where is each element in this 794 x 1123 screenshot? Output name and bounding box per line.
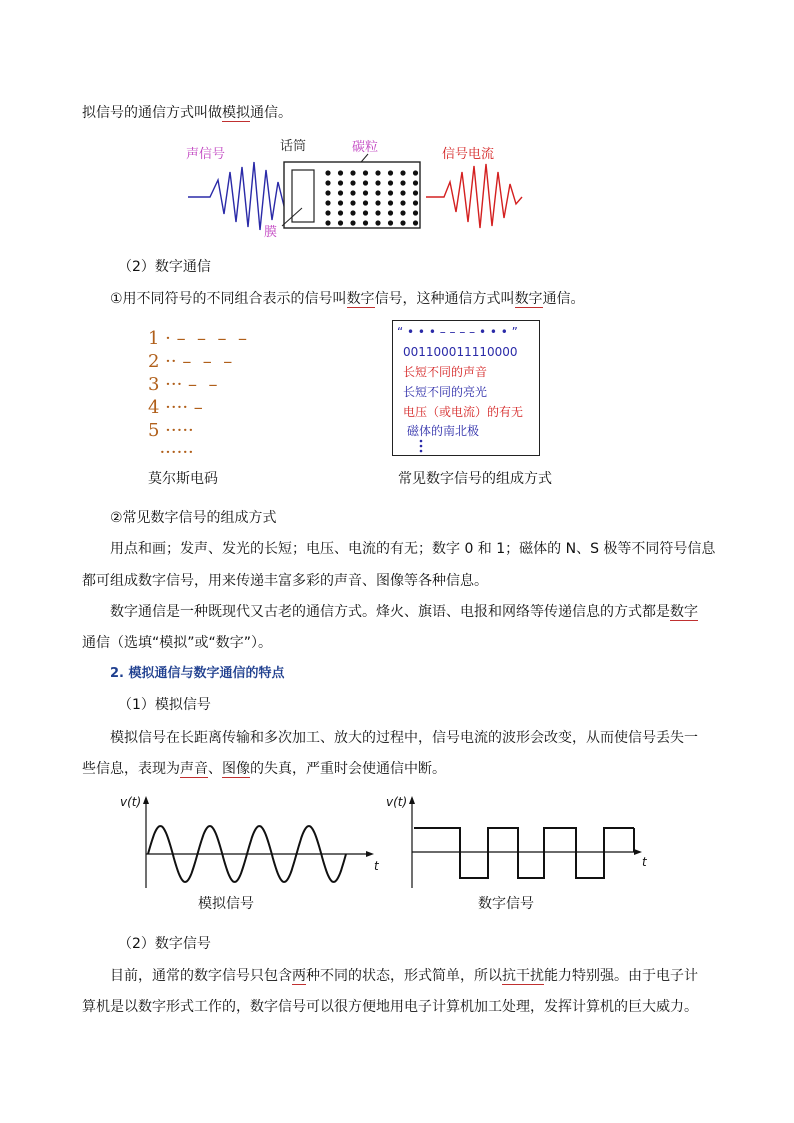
digital-signal-graph [384,790,654,894]
carbon-granule [363,220,368,225]
digital-line-1-suffix: 能力特别强。由于电子计 [544,968,698,984]
analog-line-2-suffix: 的失真，严重时会使通信中断。 [250,761,446,777]
current-label: 信号电流 [442,147,495,162]
definition-answer-1: 数字 [346,291,375,307]
carbon-granule [375,180,380,185]
digital-definition [110,290,585,308]
carbon-granule [350,200,355,205]
composition-line-1: 用点和画；发声、发光的长短；电压、电流的有无；数字 0 和 1；磁体的 N、S 极等不同符号信息 [110,541,716,557]
carbon-granule [388,210,393,215]
carbon-granule [325,180,330,185]
history-prefix: 数字通信是一种既现代又古老的通信方式。烽火、旗语、电报和网络等传递信息的方式都是 [110,604,670,620]
morse-line-2: 2 ·· – – – [148,351,233,372]
intro-suffix: 通信。 [250,105,292,121]
current-wave [426,164,522,228]
carbon-granule [400,190,405,195]
analog-line-2-prefix: 些信息，表现为 [82,761,180,777]
carbon-granule [350,210,355,215]
carbon-granule [338,190,343,195]
definition-suffix: 通信。 [542,291,585,307]
carbon-granule [413,190,418,195]
history-answer: 数字 [670,604,698,620]
analog-answer-1: 声音 [180,761,208,777]
morse-line-6: ······ [148,442,194,463]
carbon-granule [388,180,393,185]
analog-line-2 [82,760,446,778]
carbon-granule [400,220,405,225]
carbon-granule [375,170,380,175]
digital-signal-line-2: 算机是以数字形式工作的，数字信号可以很方便地用电子计算机加工处理，发挥计算机的巨大威力。 [82,999,698,1015]
mic-label: 话筒 [280,139,307,154]
carbon-granule [363,180,368,185]
carbon-granule [413,180,418,185]
carbon-granule [413,220,418,225]
analog-x-arrow [366,851,374,857]
carbon-granule [400,210,405,215]
digital-square-wave [414,828,634,878]
analog-xlabel: t [374,859,379,873]
carbon-granule [363,200,368,205]
carbon-granule [350,170,355,175]
analog-y-arrow [143,796,149,804]
carbon-granule [388,170,393,175]
morse-line-1: 1 · – – – – [148,328,247,349]
carbon-granule [325,220,330,225]
carbon-granule [388,200,393,205]
sound-signal-label: 声信号 [186,147,226,162]
digital-answer-2: 抗干扰 [502,968,544,984]
carbon-granule [338,220,343,225]
digital-signal-line-1 [110,967,698,985]
composition-line-2: 都可组成数字信号，用来传递丰富多彩的声音、图像等各种信息。 [82,573,488,589]
carbon-granule [325,170,330,175]
sigbox-item-1: 长短不同的声音 [403,365,488,379]
digital-answer-1: 两 [292,968,306,984]
analog-answer-2: 图像 [222,761,250,777]
morse-line-4: 4 ···· – [148,397,203,418]
digital-history-line-2: 通信（选填“模拟”或“数字”）。 [82,635,273,651]
carbon-granule [375,210,380,215]
definition-answer-2: 数字 [514,291,543,307]
digital-caption: 数字信号 [478,896,534,912]
definition-prefix: ①用不同符号的不同组合表示的信号叫 [110,291,347,307]
intro-answer: 模拟 [222,105,250,121]
carbon-granule [400,180,405,185]
digital-heading: （2）数字通信 [118,259,211,275]
carbon-granule [375,220,380,225]
digital-history-line-1 [110,603,698,621]
carbon-granule [338,170,343,175]
carbon-granule [350,190,355,195]
carbon-granule [375,200,380,205]
analog-heading: （1）模拟信号 [118,697,211,713]
digital-x-arrow [634,849,642,855]
carbon-granule [325,210,330,215]
sigbox-binary: 001100011110000 [403,345,518,359]
carbon-granule [413,170,418,175]
carbon-granule [350,220,355,225]
carbon-granule [338,200,343,205]
sigbox-item-2: 长短不同的亮光 [403,385,488,399]
carbon-granule [388,220,393,225]
sigbox-ellipsis-dots [417,439,427,457]
morse-line-5: 5 ····· [148,420,194,441]
sigbox-item-4: 磁体的南北极 [407,424,480,438]
digital-ylabel: v(t) [386,795,408,809]
analog-caption: 模拟信号 [198,896,254,912]
carbon-label: 碳粒 [352,140,379,155]
carbon-granule [375,190,380,195]
analog-line-1: 模拟信号在长距离传输和多次加工、放大的过程中，信号电流的波形会改变，从而使信号丢失一 [110,730,698,746]
definition-mid: 信号，这种通信方式叫 [374,291,515,307]
analog-separator: 、 [208,761,222,777]
carbon-granule [388,190,393,195]
carbon-granule [400,170,405,175]
section-2-heading: 2. 模拟通信与数字通信的特点 [110,666,285,681]
morse-caption: 莫尔斯电码 [148,471,218,487]
carbon-granule [363,190,368,195]
intro-paragraph [82,104,292,122]
carbon-granule [363,170,368,175]
carbon-granule [338,180,343,185]
analog-signal-graph [118,790,388,894]
carbon-granule [413,210,418,215]
carbon-granule [325,200,330,205]
carbon-granule [400,200,405,205]
carbon-granule [350,180,355,185]
carbon-granule [363,210,368,215]
signal-composition-box [392,320,540,456]
digital-line-1-mid: 种不同的状态，形式简单，所以 [306,968,502,984]
microphone-diagram [180,132,530,244]
carbon-granule [338,210,343,215]
composition-title: ②常见数字信号的组成方式 [110,510,277,526]
analog-ylabel: v(t) [120,795,142,809]
sigbox-quote: “ • • • – – – – • • • ” [397,325,518,339]
sigbox-caption: 常见数字信号的组成方式 [398,471,552,487]
morse-line-3: 3 ··· – – [148,374,218,395]
sound-wave [188,162,290,230]
digital-xlabel: t [642,855,647,869]
membrane-label: 膜 [264,225,278,240]
digital-line-1-prefix: 目前，通常的数字信号只包含 [110,968,292,984]
carbon-granule [413,200,418,205]
sigbox-item-3: 电压（或电流）的有无 [403,405,524,419]
carbon-granule [325,190,330,195]
intro-prefix: 拟信号的通信方式叫做 [82,105,222,121]
digital-signal-heading: （2）数字信号 [118,936,211,952]
digital-y-arrow [409,796,415,804]
